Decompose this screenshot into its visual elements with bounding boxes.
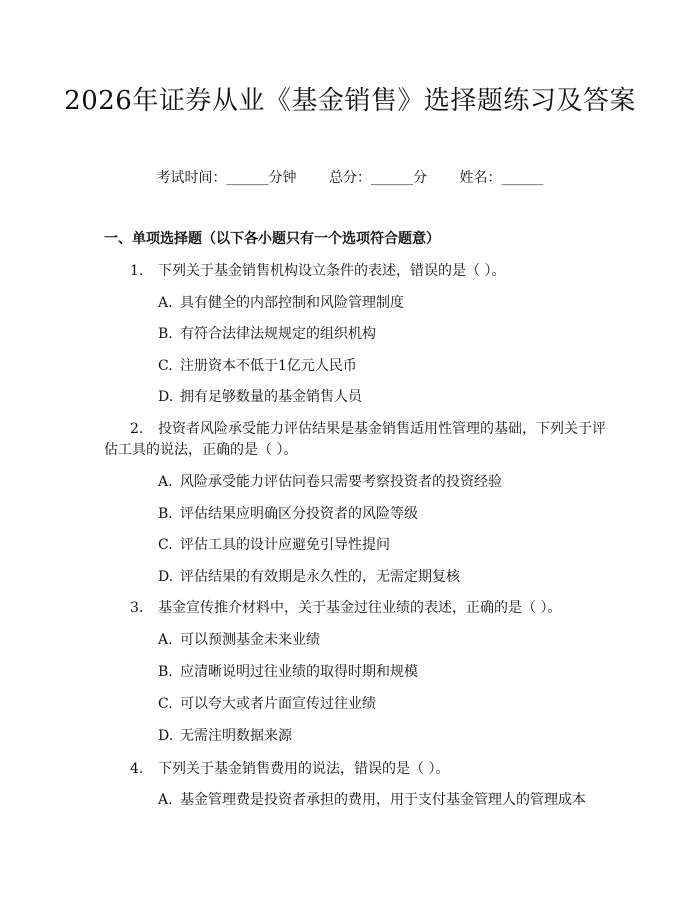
question-text: 投资者风险承受能力评估结果是基金销售适用性管理的基础，下列关于评 <box>158 421 606 437</box>
option-text: 评估结果的有效期是永久性的，无需定期复核 <box>180 569 460 585</box>
option-text: 可以夸大或者片面宣传过往业绩 <box>180 696 376 712</box>
question-2-option-c <box>158 535 390 555</box>
option-label: A. <box>158 632 173 648</box>
option-text: 评估结果应明确区分投资者的风险等级 <box>180 506 418 522</box>
question-1-option-c <box>158 356 357 376</box>
question-4 <box>130 759 449 779</box>
question-2-option-b <box>158 504 418 524</box>
option-text: 可以预测基金未来业绩 <box>180 632 320 648</box>
page-title: 2026年证券从业《基金销售》选择题练习及答案 <box>64 86 636 116</box>
question-number: 3. <box>130 600 144 616</box>
question-2-option-d <box>158 567 460 587</box>
question-text: 下列关于基金销售机构设立条件的表述，错误的是（ ）。 <box>158 263 506 279</box>
question-3 <box>130 598 561 618</box>
option-label: A. <box>158 474 173 490</box>
option-text: 评估工具的设计应避免引导性提问 <box>180 537 390 553</box>
question-text: 下列关于基金销售费用的说法，错误的是（ ）。 <box>158 761 450 777</box>
question-2 <box>130 419 606 439</box>
exam-meta <box>0 168 700 188</box>
total-score-field: 总分：______分 <box>329 170 427 186</box>
option-text: 具有健全的内部控制和风险管理制度 <box>180 295 404 311</box>
question-number: 2. <box>130 421 144 437</box>
option-text: 注册资本不低于1亿元人民币 <box>180 358 357 374</box>
option-text: 拥有足够数量的基金销售人员 <box>180 389 362 405</box>
exam-time-field: 考试时间：______分钟 <box>156 170 297 186</box>
question-3-option-b <box>158 662 418 682</box>
section-heading: 一、单项选择题（以下各小题只有一个选项符合题意） <box>104 231 440 247</box>
option-label: D. <box>158 389 174 405</box>
option-label: A. <box>158 792 173 808</box>
question-2-continuation: 估工具的说法，正确的是（ ）。 <box>104 442 298 458</box>
question-1 <box>130 261 505 281</box>
option-text: 风险承受能力评估问卷只需要考察投资者的投资经验 <box>180 474 502 490</box>
option-text: 无需注明数据来源 <box>180 728 292 744</box>
option-label: C. <box>158 537 173 553</box>
option-label: C. <box>158 358 173 374</box>
option-label: C. <box>158 696 173 712</box>
question-1-option-b <box>158 324 376 344</box>
question-3-option-c <box>158 694 376 714</box>
option-label: B. <box>158 326 173 342</box>
option-label: B. <box>158 506 173 522</box>
option-label: B. <box>158 664 173 680</box>
question-number: 1. <box>130 263 144 279</box>
option-label: D. <box>158 728 174 744</box>
question-text: 基金宣传推介材料中，关于基金过往业绩的表述，正确的是（ ）。 <box>158 600 562 616</box>
option-text: 有符合法律法规规定的组织机构 <box>180 326 376 342</box>
question-2-option-a <box>158 472 502 492</box>
question-1-option-a <box>158 293 404 313</box>
question-number: 4. <box>130 761 144 777</box>
option-text: 基金管理费是投资者承担的费用，用于支付基金管理人的管理成本 <box>180 792 586 808</box>
option-text: 应清晰说明过往业绩的取得时期和规模 <box>180 664 418 680</box>
question-3-option-d <box>158 726 292 746</box>
question-3-option-a <box>158 630 320 650</box>
option-label: D. <box>158 569 174 585</box>
option-label: A. <box>158 295 173 311</box>
question-1-option-d <box>158 387 362 407</box>
name-field: 姓名：______ <box>459 170 544 186</box>
question-4-option-a <box>158 790 586 810</box>
